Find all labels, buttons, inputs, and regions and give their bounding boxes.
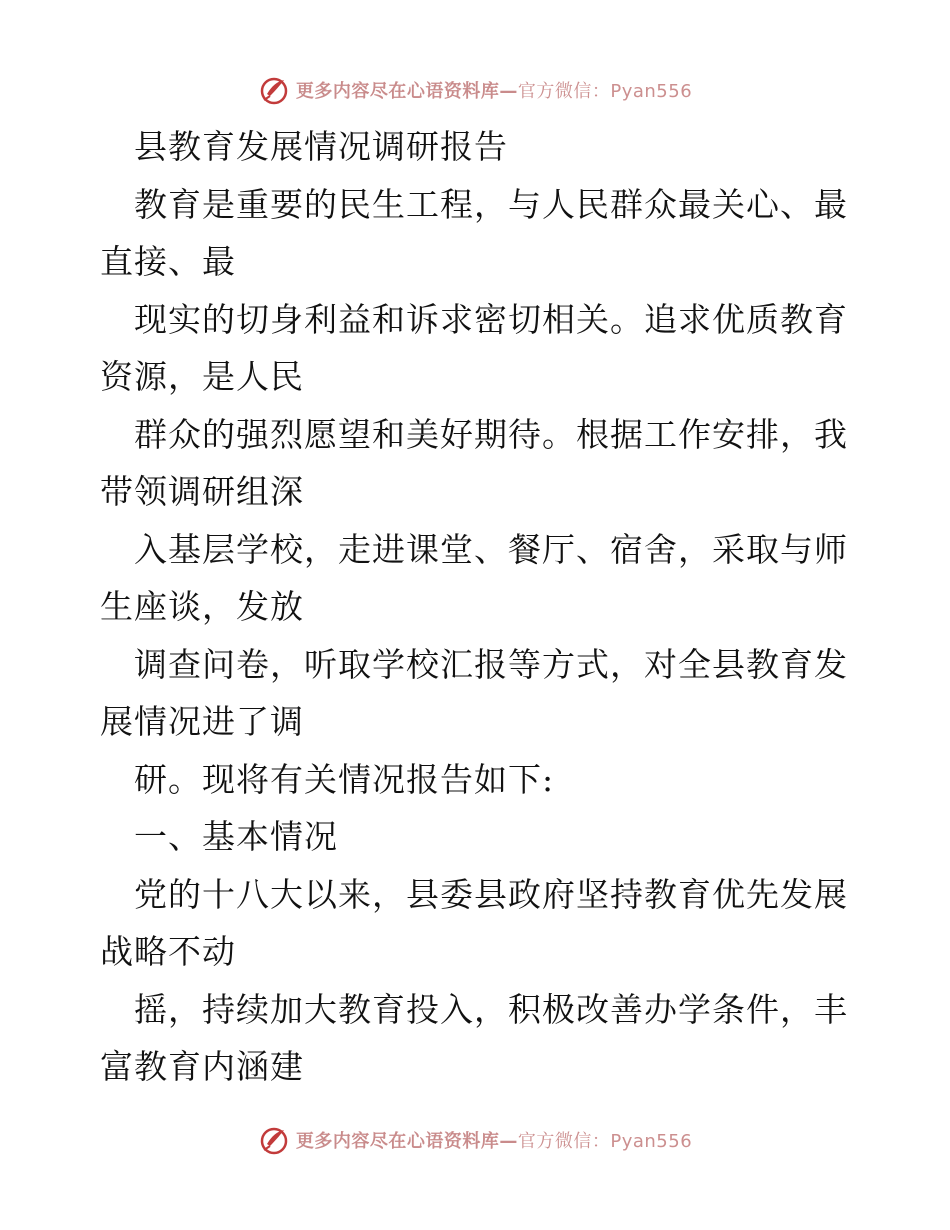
watermark-text	[296, 77, 692, 103]
paragraph-line: 生座谈，发放	[100, 587, 304, 626]
paragraph-line: 研。现将有关情况报告如下:	[134, 759, 555, 799]
document-body	[100, 118, 860, 1096]
paragraph-line: 群众的强烈愿望和美好期待。根据工作安排，我	[134, 414, 848, 454]
pen-logo-icon	[258, 1124, 290, 1156]
paragraph-line: 教育是重要的民生工程，与人民群众最关心、最	[134, 184, 848, 224]
watermark-text	[296, 1127, 692, 1153]
paragraph-line: 现实的切身利益和诉求密切相关。追求优质教育	[134, 299, 848, 339]
paragraph-line: 一、基本情况	[134, 817, 338, 856]
paragraph-line: 战略不动	[100, 932, 236, 971]
paragraph-line: 入基层学校，走进课堂、餐厅、宿舍，采取与师	[134, 529, 848, 569]
pen-logo-icon	[258, 74, 290, 106]
paragraph-line: 党的十八大以来，县委县政府坚持教育优先发展	[134, 874, 848, 914]
watermark-wechat: 官方微信：Pyan556	[517, 1131, 693, 1152]
watermark-main: 更多内容尽在心语资料库	[295, 81, 500, 102]
paragraph-line: 展情况进了调	[100, 702, 304, 741]
paragraph-line: 带领调研组深	[100, 472, 304, 511]
paragraph-line: 资源，是人民	[100, 357, 304, 396]
header-watermark	[0, 70, 950, 110]
paragraph-line: 富教育内涵建	[100, 1047, 304, 1086]
paragraph-line: 调查问卷，听取学校汇报等方式，对全县教育发	[134, 644, 848, 684]
footer-watermark	[0, 1120, 950, 1160]
watermark-main: 更多内容尽在心语资料库	[295, 1131, 500, 1152]
document-title: 县教育发展情况调研报告	[134, 127, 508, 166]
paragraph-line: 摇，持续加大教育投入，积极改善办学条件，丰	[134, 989, 848, 1029]
watermark-sep: —	[499, 1131, 518, 1152]
watermark-wechat: 官方微信：Pyan556	[517, 81, 693, 102]
watermark-sep: —	[499, 81, 518, 102]
paragraph-line: 直接、最	[100, 242, 236, 281]
